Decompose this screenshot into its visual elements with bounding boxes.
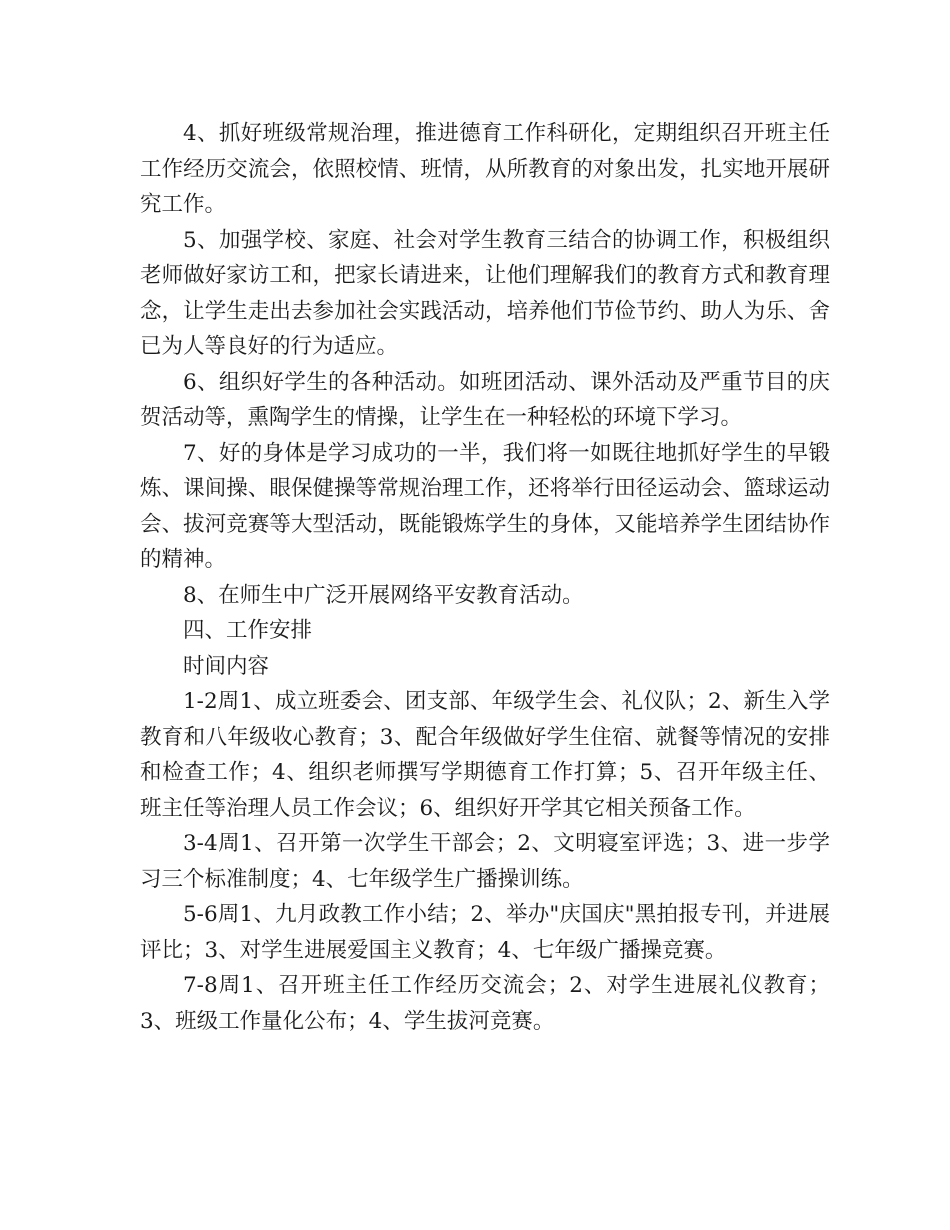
paragraph-item-7: 7、好的身体是学习成功的一半，我们将一如既往地抓好学生的早锻炼、课间操、眼保健操等常规治理工作，还将举行田径运动会、篮球运动会、拔河竞赛等大型活动，既能锻炼学生的身体，又能培养学生团结协作的精神。: [140, 440, 830, 572]
schedule-week-7-8: 7-8周1、召开班主任工作经历交流会；2、对学生进展礼仪教育；3、班级工作量化公布；4、学生拔河竞赛。: [140, 973, 830, 1034]
section-heading-work-schedule: 四、工作安排: [183, 618, 313, 643]
paragraph-item-5: 5、加强学校、家庭、社会对学生教育三结合的协调工作，积极组织老师做好家访工和，把家长请进来，让他们理解我们的教育方式和教育理念，让学生走出去参加社会实践活动，培养他们节俭节约、助人为乐、舍已为人等良好的行为适应。: [140, 227, 830, 359]
paragraph-item-8: 8、在师生中广泛开展网络平安教育活动。: [183, 582, 584, 608]
schedule-week-1-2: 1-2周1、成立班委会、团支部、年级学生会、礼仪队；2、新生入学教育和八年级收心教育；3、配合年级做好学生住宿、就餐等情况的安排和检查工作；4、组织老师撰写学期德育工作打算；5、召开年级主任、班主任等治理人员工作会议；6、组织好开学其它相关预备工作。: [140, 689, 830, 821]
schedule-week-5-6: 5-6周1、九月政教工作小结；2、举办"庆国庆"黑拍报专刊，并进展评比；3、对学生进展爱国主义教育；4、七年级广播操竞赛。: [140, 902, 830, 963]
schedule-header: 时间内容: [183, 653, 270, 679]
paragraph-item-4: 4、抓好班级常规治理，推进德育工作科研化，定期组织召开班主任工作经历交流会，依照校情、班情，从所教育的对象出发，扎实地开展研究工作。: [140, 121, 830, 217]
schedule-week-3-4: 3-4周1、召开第一次学生干部会；2、文明寝室评选；3、进一步学习三个标准制度；4、七年级学生广播操训练。: [140, 831, 830, 892]
document-body: [140, 116, 830, 1039]
paragraph-item-6: 6、组织好学生的各种活动。如班团活动、课外活动及严重节目的庆贺活动等，熏陶学生的情操，让学生在一种轻松的环境下学习。: [140, 369, 830, 430]
